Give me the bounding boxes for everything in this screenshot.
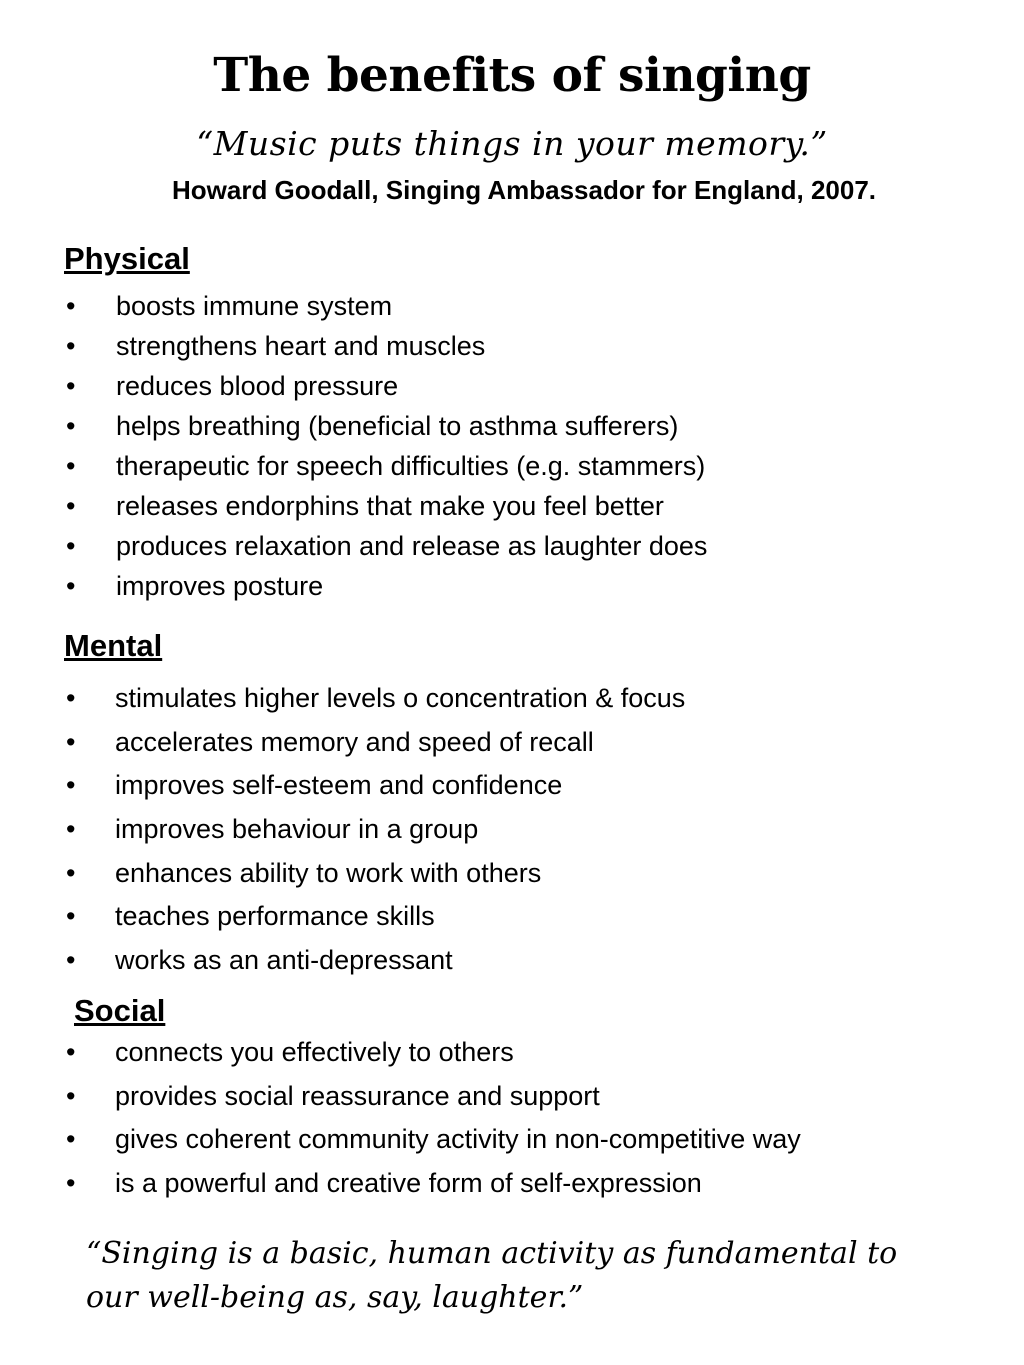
mental-benefit-text: stimulates higher levels o concentration & focus [115,683,686,713]
bullet-icon: • [66,1168,76,1199]
bullet-icon: • [66,945,76,976]
bullet-icon: • [66,1080,76,1111]
physical-benefit-text: produces relaxation and release as laughter does [116,531,708,561]
physical-benefit-text: improves posture [116,571,324,601]
closing-quote [86,1232,986,1320]
social-benefit-text: connects you effectively to others [115,1037,514,1067]
social-heading: Social [74,993,166,1028]
bullet-icon: • [66,901,76,932]
mental-benefit-text: teaches performance skills [115,901,435,932]
bullet-icon: • [66,1124,76,1155]
physical-benefit-text: strengthens heart and muscles [116,331,486,361]
bullet-icon: • [66,726,76,757]
bullet-icon: • [66,491,76,521]
physical-benefit-text: reduces blood pressure [116,371,399,401]
bullet-icon: • [66,331,76,361]
bullet-icon: • [66,857,76,888]
physical-benefit-text: therapeutic for speech difficulties (e.g. stammers) [116,451,706,481]
bullet-icon: • [66,1037,76,1067]
bullet-icon: • [66,571,76,601]
opening-quote: “Music puts things in your memory.” [196,124,828,163]
mental-benefit-text: improves behaviour in a group [115,814,479,845]
mental-benefit-text: enhances ability to work with others [115,857,542,888]
physical-benefit-text: helps breathing (beneficial to asthma sufferers) [116,411,679,441]
physical-benefit-text: boosts immune system [116,291,393,321]
physical-benefit-text: releases endorphins that make you feel better [116,491,664,521]
bullet-icon: • [66,411,76,441]
mental-benefit-text: accelerates memory and speed of recall [115,726,594,757]
quote-attribution: Howard Goodall, Singing Ambassador for England, 2007. [171,175,877,205]
social-benefit-text: is a powerful and creative form of self-expression [115,1168,702,1199]
bullet-icon: • [66,683,76,713]
bullet-icon: • [66,814,76,845]
bullet-icon: • [66,451,76,481]
physical-heading: Physical [64,241,190,276]
page-title: The benefits of singing [213,48,811,103]
closing-quote-line: our well-being as, say, laughter.” [86,1280,584,1315]
bullet-icon: • [66,371,76,401]
bullet-icon: • [66,531,76,561]
bullet-icon: • [66,770,76,801]
bullet-icon: • [66,291,76,321]
mental-benefit-text: improves self-esteem and confidence [115,770,563,801]
social-benefit-text: provides social reassurance and support [115,1080,600,1111]
closing-quote-line: “Singing is a basic, human activity as fundamental to [86,1236,898,1271]
mental-heading: Mental [64,628,163,663]
mental-benefit-text: works as an anti-depressant [115,945,453,976]
social-benefit-text: gives coherent community activity in non-competitive way [115,1124,801,1155]
